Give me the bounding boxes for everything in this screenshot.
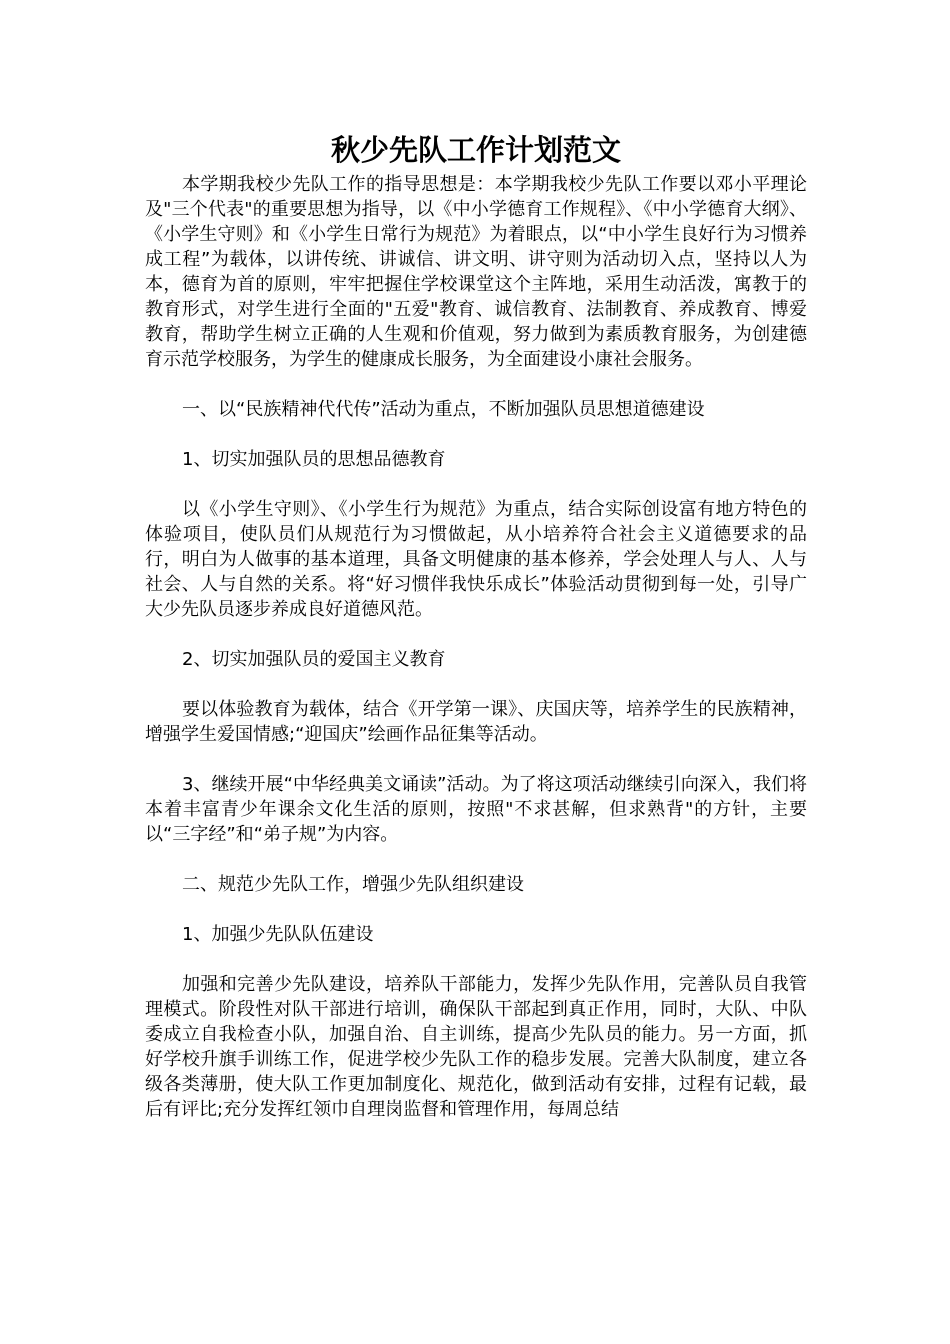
paragraph-gap	[145, 422, 807, 447]
paragraph-guiding-ideology: 本学期我校少先队工作的指导思想是：本学期我校少先队工作要以邓小平理论及"三个代表"的重要思想为指导，以《中小学德育工作规程》、《中小学德育大纲》、《小学生守则》和《小学生日常行为规范》为着眼点，以“中小学生良好行为习惯养成工程”为载体，以讲传统、讲诚信、讲文明、讲守则为活动切入点，坚持以人为本，德育为首的原则，牢牢把握住学校课堂这个主阵地，采用生动活泼，寓教于的教育形式，对学生进行全面的"五爱"教育、诚信教育、法制教育、养成教育、博爱教育，帮助学生树立正确的人生观和价值观，努力做到为素质教育服务，为创建德育示范学校服务，为学生的健康成长服务，为全面建设小康社会服务。	[145, 174, 807, 370]
subheading-1-1: 1、切实加强队员的思想品德教育	[182, 449, 446, 470]
paragraph-gap	[145, 897, 807, 922]
paragraph-gap	[145, 372, 807, 397]
document-title: 秋少先队工作计划范文	[330, 133, 621, 167]
paragraph-patriotic-education: 要以体验教育为载体，结合《开学第一课》、庆国庆等，培养学生的民族精神，增强学生爱国情感;“迎国庆”绘画作品征集等活动。	[145, 699, 807, 745]
paragraph-classic-reading: 3、继续开展“中华经典美文诵读”活动。为了将这项活动继续引向深入，我们将本着丰富青少年课余文化生活的原则，按照"不求甚解，但求熟背"的方针，主要以“三字经”和“弟子规”为内容。	[145, 774, 807, 845]
paragraph-gap	[145, 672, 807, 697]
paragraph-gap	[145, 622, 807, 647]
paragraph-gap	[145, 847, 807, 872]
document-page	[145, 128, 807, 1122]
subheading-1-2: 2、切实加强队员的爱国主义教育	[182, 649, 446, 670]
paragraph-moral-education: 以《小学生守则》、《小学生行为规范》为重点，结合实际创设富有地方特色的体验项目，使队员们从规范行为习惯做起，从小培养符合社会主义道德要求的品行，明白为人做事的基本道理，具备文明健康的基本修养，学会处理人与人、人与社会、人与自然的关系。将“好习惯伴我快乐成长”体验活动贯彻到每一处，引导广大少先队员逐步养成良好道德风范。	[145, 499, 807, 620]
subheading-2-1: 1、加强少先队队伍建设	[182, 924, 374, 945]
section-heading-1: 一、以“民族精神代代传”活动为重点，不断加强队员思想道德建设	[182, 399, 705, 420]
section-heading-2: 二、规范少先队工作，增强少先队组织建设	[182, 874, 524, 895]
paragraph-gap	[145, 747, 807, 772]
paragraph-team-building: 加强和完善少先队建设，培养队干部能力，发挥少先队作用，完善队员自我管理模式。阶段性对队干部进行培训，确保队干部起到真正作用，同时，大队、中队委成立自我检查小队，加强自治、自主训练，提高少先队员的能力。另一方面，抓好学校升旗手训练工作，促进学校少先队工作的稳步发展。完善大队制度，建立各级各类薄册，使大队工作更加制度化、规范化，做到活动有安排，过程有记载，最后有评比;充分发挥红领巾自理岗监督和管理作用，每周总结	[145, 974, 807, 1120]
paragraph-gap	[145, 947, 807, 972]
paragraph-gap	[145, 472, 807, 497]
